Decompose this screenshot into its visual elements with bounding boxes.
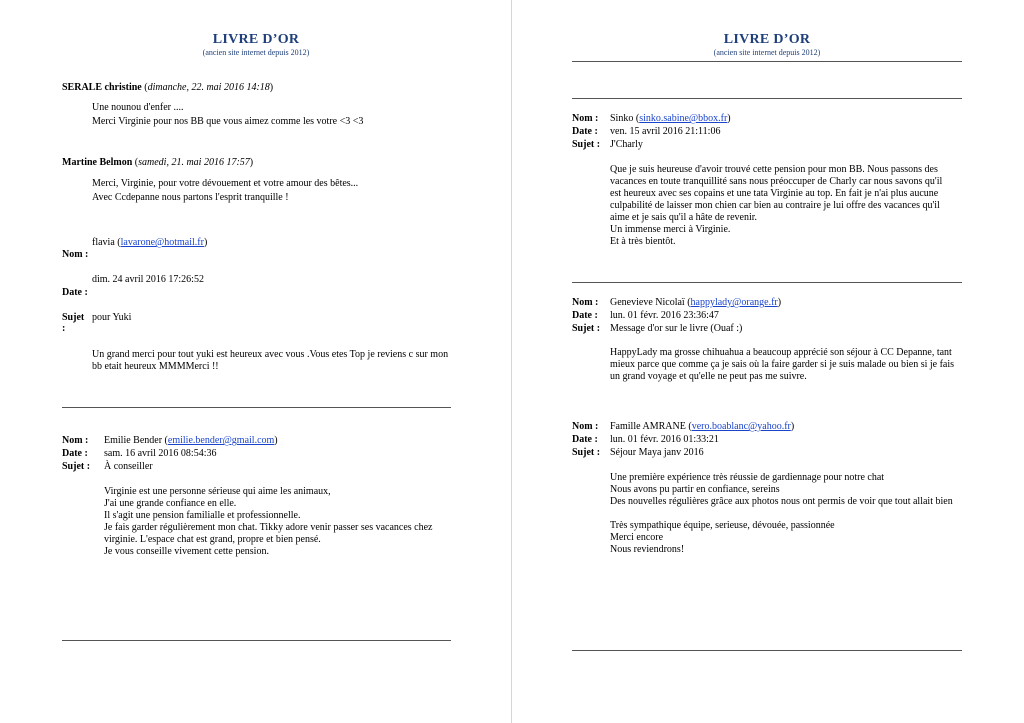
date-label: Date : <box>572 434 598 445</box>
left-page <box>0 0 511 723</box>
entry-subject: J'Charly <box>610 139 643 150</box>
entry-message-line: Merci encore <box>610 532 664 543</box>
entry-message-line: Et à très bientôt. <box>610 236 676 247</box>
date-label: Date : <box>572 126 598 137</box>
entry-message-line: Nous avons pu partir en confiance, sereins <box>610 484 780 495</box>
divider <box>62 407 451 408</box>
entry-name-row: Famille AMRANE (vero.boablanc@yahoo.fr) <box>610 421 795 432</box>
entry-subject: Message d'or sur le livre (Ouaf :) <box>610 323 743 334</box>
page-title: LIVRE D’OR <box>723 32 811 47</box>
entry-message-line: Un immense merci à Virginie. <box>610 224 731 235</box>
entry-message-line: Merci, Virginie, pour votre dévouement et votre amour des bêtes... <box>92 178 359 189</box>
email-link[interactable]: vero.boablanc@yahoo.fr <box>691 421 791 432</box>
nom-label: Nom : <box>62 249 89 260</box>
entry-message-line: Il s'agit une pension familialle et professionnelle. <box>104 510 301 521</box>
entry-message-line: virginie. L'espace chat est grand, propre et bien pensé. <box>104 534 321 545</box>
entry-message-line: Des nouvelles régulières grâce aux photos nous ont permis de voir que tout allait bien <box>610 496 953 507</box>
nom-label: Nom : <box>572 113 599 124</box>
nom-label: Nom : <box>572 297 599 308</box>
entry-datetime: lun. 01 févr. 2016 23:36:47 <box>610 310 719 321</box>
divider <box>572 98 962 99</box>
entry-datetime: dim. 24 avril 2016 17:26:52 <box>92 274 204 285</box>
entry-message-line: Nous reviendrons! <box>610 544 685 555</box>
sujet-label: Sujet : <box>572 139 601 150</box>
entry-name-row: flavia (lavarone@hotmail.fr) <box>92 237 208 248</box>
entry-author: SERALE christine <box>62 82 142 93</box>
email-link[interactable]: emilie.bender@gmail.com <box>167 435 275 446</box>
entry-subject: Séjour Maya janv 2016 <box>610 447 704 458</box>
entry-subject: À conseiller <box>104 461 153 472</box>
entry-name: Emilie Bender <box>104 435 163 446</box>
divider <box>572 61 962 62</box>
entry-message-line: Je fais garder régulièrement mon chat. Tikky adore venir passer ses vacances chez <box>104 522 433 533</box>
entry-name: Genevieve Nicolaï <box>610 297 685 308</box>
entry-datetime: lun. 01 févr. 2016 01:33:21 <box>610 434 719 445</box>
entry-author: Martine Belmon <box>62 157 133 168</box>
entry-name-row: Genevieve Nicolaï (happylady@orange.fr) <box>610 297 782 308</box>
page-subtitle: (ancien site internet depuis 2012) <box>713 48 821 57</box>
sujet-label: Sujet <box>62 312 85 323</box>
sujet-label: Sujet : <box>62 461 91 472</box>
entry-name: Famille AMRANE <box>610 421 686 432</box>
sujet-colon: : <box>62 323 66 334</box>
entry-message: HappyLady ma grosse chihuahua a beaucoup apprécié son séjour à CC Depanne, tant mieux parce que comme ça je sais où la faire garder si je suis malade ou bien si je fais un grand voyage et qu'elle ne peut pas me suivre. <box>610 347 955 382</box>
sujet-label: Sujet : <box>572 447 601 458</box>
entry-date: dimanche, 22. mai 2016 14:18 <box>147 82 270 93</box>
date-label: Date : <box>572 310 598 321</box>
entry-datetime: sam. 16 avril 2016 08:54:36 <box>104 448 217 459</box>
divider <box>572 282 962 283</box>
entry-name-row: Sinko (sinko.sabine@bbox.fr) <box>610 113 731 124</box>
entry-name: Sinko <box>610 113 634 124</box>
entry-message-line: Une première expérience très réussie de gardiennage pour notre chat <box>610 472 885 483</box>
entry-message-line: Merci Virginie pour nos BB que vous aimez comme les votre <3 <3 <box>92 116 364 127</box>
right-page <box>512 0 1024 723</box>
email-link[interactable]: lavarone@hotmail.fr <box>120 237 204 248</box>
entry-message: Que je suis heureuse d'avoir trouvé cette pension pour mon BB. Nous passons des vacances en toute tranquillité sans nous préoccuper de Charly car nous savons qu'il est heureux avec ses copains et une tata Virginie au top. En fait je n'ai plus aucune culpabilité de laisser mon chien car bien au contraire je lui offre des vacances qu'il aime et je sais qu'il a hâte de revenir. <box>610 164 943 223</box>
entry-name-row: Emilie Bender (emilie.bender@gmail.com) <box>104 435 278 446</box>
entry-message-line: Une nounou d'enfer .... <box>92 102 184 113</box>
entry-name: flavia <box>92 237 115 248</box>
email-link[interactable]: sinko.sabine@bbox.fr <box>639 113 728 124</box>
date-label: Date : <box>62 448 88 459</box>
nom-label: Nom : <box>62 435 89 446</box>
entry-header: SERALE christine (dimanche, 22. mai 2016 14:18) <box>62 82 274 93</box>
sujet-label: Sujet : <box>572 323 601 334</box>
nom-label: Nom : <box>572 421 599 432</box>
entry-date: samedi, 21. mai 2016 17:57 <box>138 157 250 168</box>
entry-message-line: J'ai une grande confiance en elle. <box>104 498 237 509</box>
date-label: Date : <box>62 287 88 298</box>
page-title: LIVRE D’OR <box>212 32 300 47</box>
entry-message: Un grand merci pour tout yuki est heureux avec vous .Vous etes Top je reviens c sur mon bb etait heureux MMMMerci !! <box>92 349 449 372</box>
email-link[interactable]: happylady@orange.fr <box>690 297 778 308</box>
entry-message-line: Virginie est une personne sérieuse qui aime les animaux, <box>104 486 331 497</box>
page-subtitle: (ancien site internet depuis 2012) <box>202 48 310 57</box>
entry-datetime: ven. 15 avril 2016 21:11:06 <box>610 126 721 137</box>
divider <box>62 640 451 641</box>
entry-message-line: Avec Ccdepanne nous partons l'esprit tranquille ! <box>92 192 289 203</box>
entry-message-line: Très sympathique équipe, serieuse, dévouée, passionnée <box>610 520 835 531</box>
divider <box>572 650 962 651</box>
entry-subject: pour Yuki <box>92 312 132 323</box>
entry-message-line: Je vous conseille vivement cette pension. <box>104 546 269 557</box>
entry-header: Martine Belmon (samedi, 21. mai 2016 17:57) <box>62 157 254 168</box>
